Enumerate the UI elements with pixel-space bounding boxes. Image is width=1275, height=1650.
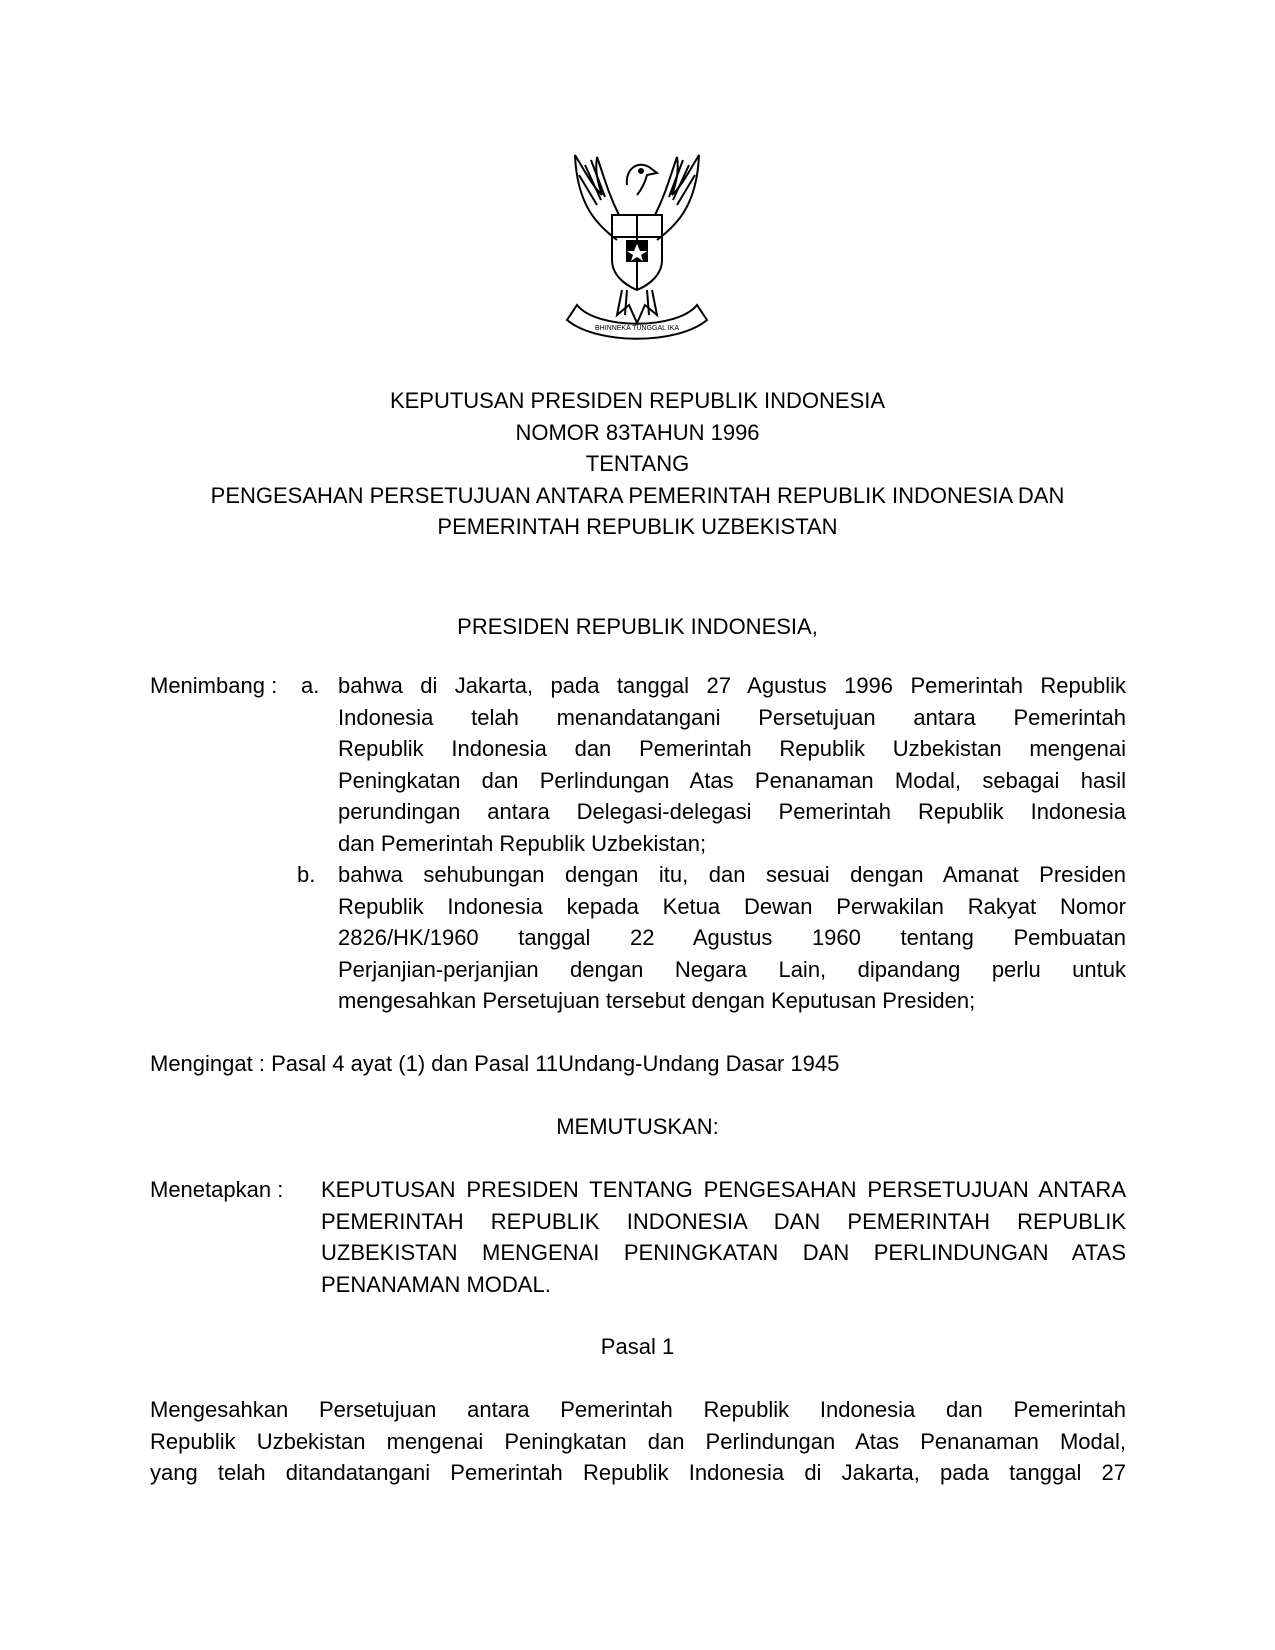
title-line: PEMERINTAH REPUBLIK UZBEKISTAN (437, 514, 838, 540)
item-marker: b. (297, 862, 316, 887)
menetapkan-text (321, 1174, 1126, 1300)
text-line: KEPUTUSAN PRESIDEN TENTANG PENGESAHAN PERSETUJUAN ANTARA (321, 1177, 1126, 1202)
text-line: Perjanjian-perjanjian dengan Negara Lain, dipandang perlu untuk (338, 956, 1126, 982)
text-line: Mengesahkan Persetujuan antara Pemerintah Republik Indonesia dan Pemerintah (150, 1397, 1126, 1422)
pasal-1-body (150, 1394, 1126, 1489)
text-line: Republik Indonesia dan Pemerintah Republik Uzbekistan mengenai (338, 736, 1126, 762)
menetapkan-label: Menetapkan : (150, 1177, 284, 1202)
text-line: bahwa di Jakarta, pada tanggal 27 Agustus 1996 Pemerintah Republik (338, 673, 1126, 698)
text-line: Peningkatan dan Perlindungan Atas Penanaman Modal, sebagai hasil (338, 767, 1126, 793)
text-line: mengesahkan Persetujuan tersebut dengan Keputusan Presiden; (338, 988, 976, 1014)
title-line: NOMOR 83TAHUN 1996 (515, 419, 760, 445)
text-line: yang telah ditandatangani Pemerintah Republik Indonesia di Jakarta, pada tanggal 27 (150, 1460, 1126, 1486)
text-line: perundingan antara Delegasi-delegasi Pemerintah Republik Indonesia (338, 799, 1126, 825)
menimbang-item-a (338, 670, 1126, 860)
garuda-emblem (557, 145, 717, 355)
item-marker: a. (301, 673, 320, 698)
issuer-heading: PRESIDEN REPUBLIK INDONESIA, (457, 614, 818, 639)
pasal-1-heading: Pasal 1 (600, 1334, 675, 1359)
mengingat-line: Mengingat : Pasal 4 ayat (1) dan Pasal 11Undang-Undang Dasar 1945 (150, 1051, 840, 1076)
document-title (0, 385, 1275, 543)
text-line: Republik Uzbekistan mengenai Peningkatan dan Perlindungan Atas Penanaman Modal, (150, 1428, 1126, 1454)
menimbang-item-b (338, 859, 1126, 1017)
text-line: Republik Indonesia kepada Ketua Dewan Perwakilan Rakyat Nomor (338, 893, 1126, 919)
menimbang-label: Menimbang : (150, 673, 278, 698)
text-line: Indonesia telah menandatangani Persetujuan antara Pemerintah (338, 704, 1126, 730)
memutuskan-heading: MEMUTUSKAN: (556, 1114, 719, 1139)
title-line: PENGESAHAN PERSETUJUAN ANTARA PEMERINTAH REPUBLIK INDONESIA DAN (210, 482, 1065, 508)
svg-text:BHINNEKA TUNGGAL IKA: BHINNEKA TUNGGAL IKA (594, 325, 680, 332)
text-line: dan Pemerintah Republik Uzbekistan; (338, 830, 707, 856)
text-line: PEMERINTAH REPUBLIK INDONESIA DAN PEMERINTAH REPUBLIK (321, 1208, 1126, 1234)
title-line: KEPUTUSAN PRESIDEN REPUBLIK INDONESIA (389, 388, 886, 413)
text-line: PENANAMAN MODAL. (321, 1271, 551, 1297)
text-line: 2826/HK/1960 tanggal 22 Agustus 1960 tentang Pembuatan (338, 925, 1126, 951)
text-line: UZBEKISTAN MENGENAI PENINGKATAN DAN PERLINDUNGAN ATAS (321, 1240, 1126, 1266)
title-line: TENTANG (585, 451, 690, 477)
text-line: bahwa sehubungan dengan itu, dan sesuai dengan Amanat Presiden (338, 862, 1126, 887)
